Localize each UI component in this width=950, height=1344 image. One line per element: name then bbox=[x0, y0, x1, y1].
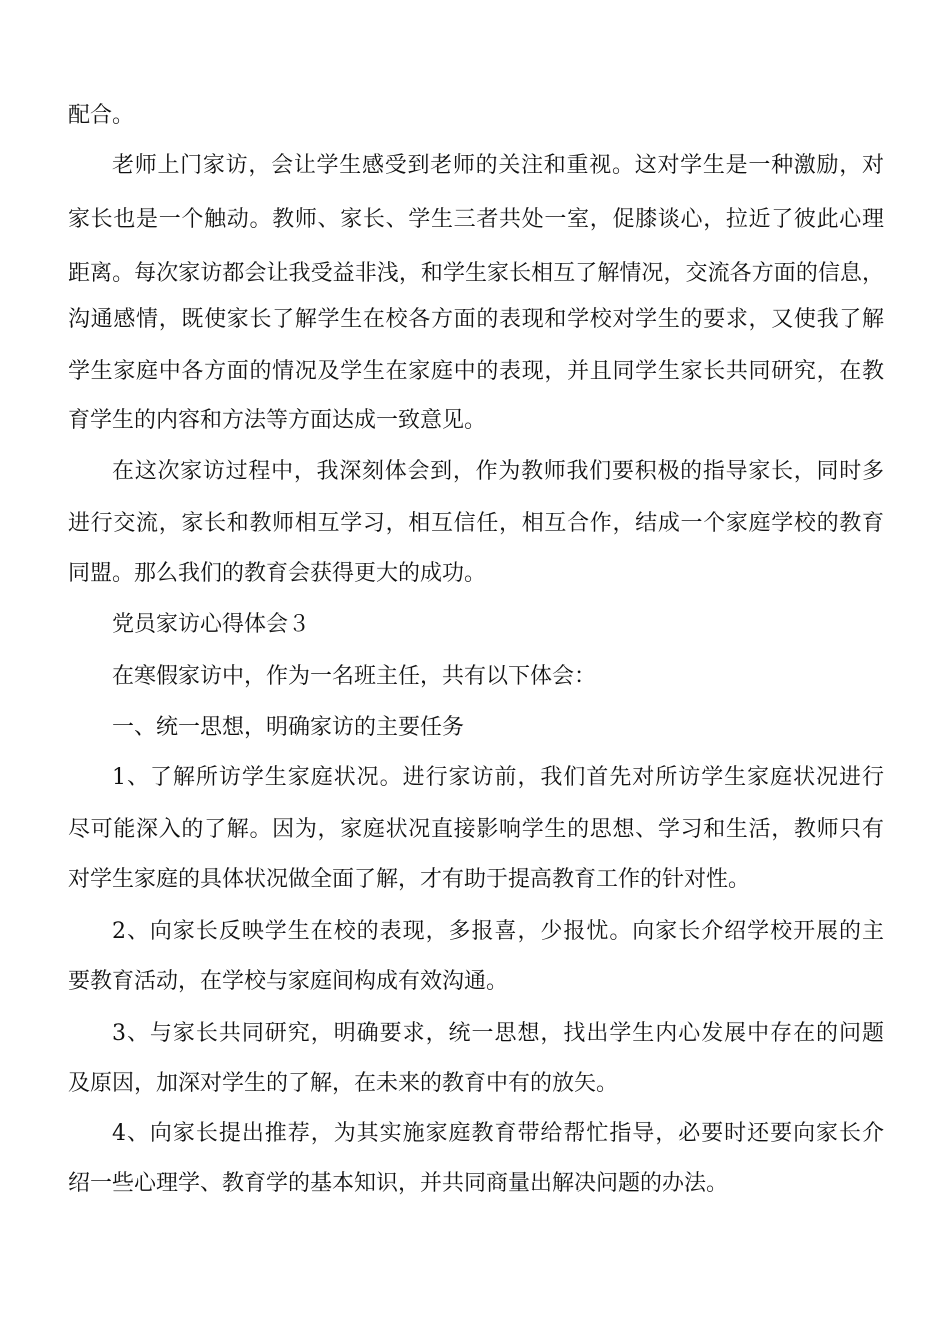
text-line-content: 4、向家长提出推荐，为其实施家庭教育带给帮忙指导，必要时还要向家长介 bbox=[112, 1121, 884, 1146]
text-line-content: 进行交流，家长和教师相互学习，相互信任，相互合作，结成一个家庭学校的教育 bbox=[68, 511, 884, 536]
text-line-content: 1、了解所访学生家庭状况。进行家访前，我们首先对所访学生家庭状况进行 bbox=[112, 765, 884, 790]
text-line-content: 同盟。那么我们的教育会获得更大的成功。 bbox=[68, 561, 487, 586]
text-line-content: 距离。每次家访都会让我受益非浅，和学生家长相互了解情况，交流各方面的信息， bbox=[68, 261, 884, 286]
text-line bbox=[0, 862, 950, 898]
paragraph-first-line bbox=[0, 148, 950, 184]
text-line bbox=[0, 1066, 950, 1102]
text-line bbox=[0, 354, 950, 390]
text-line bbox=[0, 403, 950, 439]
text-line bbox=[0, 506, 950, 542]
text-line-content: 绍一些心理学、教育学的基本知识，并共同商量出解决问题的办法。 bbox=[68, 1171, 729, 1196]
text-line bbox=[0, 98, 950, 134]
text-line-content: 在寒假家访中，作为一名班主任，共有以下体会： bbox=[112, 664, 597, 689]
text-line bbox=[0, 964, 950, 1000]
paragraph-first-line bbox=[0, 914, 950, 950]
text-line-content: 对学生家庭的具体状况做全面了解，才有助于提高教育工作的针对性。 bbox=[68, 867, 751, 892]
text-line-content: 尽可能深入的了解。因为，家庭状况直接影响学生的思想、学习和生活，教师只有 bbox=[68, 817, 884, 842]
text-line-content: 配合。 bbox=[68, 103, 135, 128]
text-line bbox=[0, 1166, 950, 1202]
text-line-content: 在这次家访过程中，我深刻体会到，作为教师我们要积极的指导家长，同时多 bbox=[112, 459, 884, 484]
text-line-content: 沟通感情，既使家长了解学生在校各方面的表现和学校对学生的要求，又使我了解 bbox=[68, 307, 884, 332]
section-heading bbox=[0, 710, 950, 746]
text-line-content: 及原因，加深对学生的了解，在未来的教育中有的放矢。 bbox=[68, 1071, 619, 1096]
text-line-content: 学生家庭中各方面的情况及学生在家庭中的表现，并且同学生家长共同研究，在教 bbox=[68, 359, 884, 384]
text-line bbox=[0, 202, 950, 238]
paragraph-first-line bbox=[0, 1116, 950, 1152]
text-line-content: 3、与家长共同研究，明确要求，统一思想，找出学生内心发展中存在的问题 bbox=[112, 1021, 884, 1046]
paragraph-first-line bbox=[0, 760, 950, 796]
text-line-content: 一、统一思想，明确家访的主要任务 bbox=[112, 715, 465, 740]
text-line bbox=[0, 302, 950, 338]
paragraph-first-line bbox=[0, 1016, 950, 1052]
text-line-content: 老师上门家访，会让学生感受到老师的关注和重视。这对学生是一种激励，对 bbox=[112, 153, 884, 178]
section-heading bbox=[0, 607, 950, 643]
text-line bbox=[0, 812, 950, 848]
text-line-content: 要教育活动，在学校与家庭间构成有效沟通。 bbox=[68, 969, 509, 994]
paragraph-first-line bbox=[0, 659, 950, 695]
text-line bbox=[0, 556, 950, 592]
paragraph-first-line bbox=[0, 454, 950, 490]
text-line-content: 党员家访心得体会３ bbox=[112, 612, 311, 637]
text-line-content: 家长也是一个触动。教师、家长、学生三者共处一室，促膝谈心，拉近了彼此心理 bbox=[68, 207, 884, 232]
text-line-content: 2、向家长反映学生在校的表现，多报喜，少报忧。向家长介绍学校开展的主 bbox=[112, 919, 884, 944]
text-line-content: 育学生的内容和方法等方面达成一致意见。 bbox=[68, 408, 487, 433]
text-line bbox=[0, 256, 950, 292]
